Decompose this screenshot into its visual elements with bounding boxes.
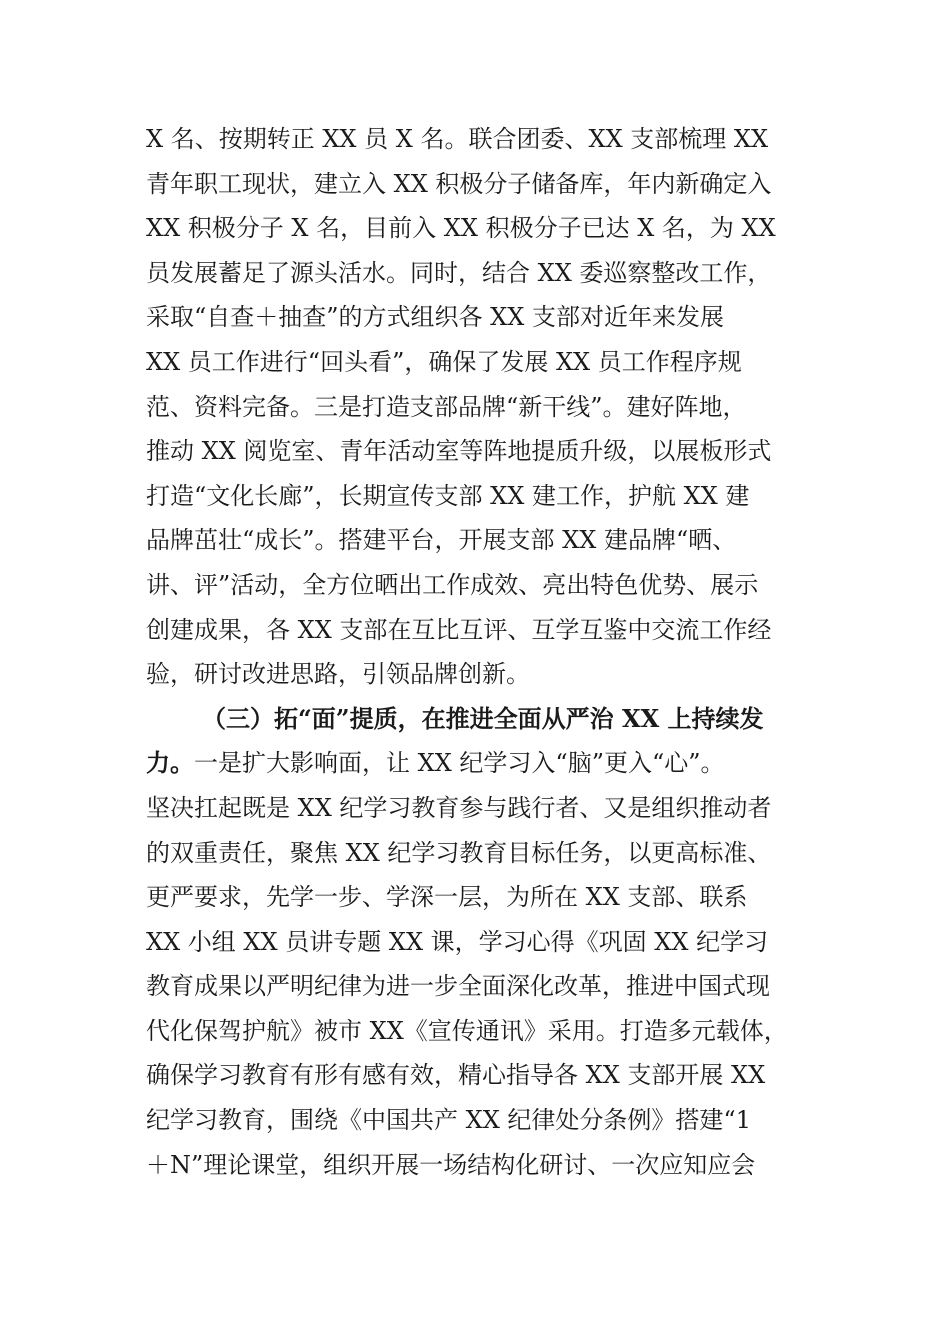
- text-line: XX 积极分子 X 名，目前入 XX 积极分子已达 X 名，为 XX: [146, 214, 776, 243]
- text-line: 打造“文化长廊”，长期宣传支部 XX 建工作，护航 XX 建: [146, 481, 750, 510]
- section-heading: （三）拓“面”提质，在推进全面从严治 XX 上持续发: [202, 703, 764, 733]
- text-line: 采取“自查＋抽查”的方式组织各 XX 支部对近年来发展: [146, 303, 724, 332]
- text-line: 验，研讨改进思路，引领品牌创新。: [146, 660, 530, 689]
- text-line: ＋N”理论课堂，组织开展一场结构化研讨、一次应知应会: [146, 1150, 756, 1179]
- text-line: 确保学习教育有形有感有效，精心指导各 XX 支部开展 XX: [146, 1061, 766, 1090]
- text-line: 讲、评”活动，全方位晒出工作成效、亮出特色优势、展示: [146, 570, 759, 599]
- body-text: [146, 117, 836, 1187]
- text-line: 更严要求，先学一步、学深一层，为所在 XX 支部、联系: [146, 883, 748, 912]
- paragraph-1: [146, 117, 836, 697]
- text-line: XX 小组 XX 员讲专题 XX 课，学习心得《巩固 XX 纪学习: [146, 927, 769, 956]
- text-line: 青年职工现状，建立入 XX 积极分子储备库，年内新确定入: [146, 169, 772, 198]
- text-line: 品牌茁壮“成长”。搭建平台，开展支部 XX 建品牌“晒、: [146, 526, 737, 555]
- text-line: 员发展蓄足了源头活水。同时，结合 XX 委巡察整改工作，: [146, 258, 772, 287]
- text-line: X 名、按期转正 XX 员 X 名。联合团委、XX 支部梳理 XX: [146, 125, 769, 153]
- text-line: 的双重责任，聚焦 XX 纪学习教育目标任务，以更高标准、: [146, 838, 772, 867]
- text-line: 代化保驾护航》被市 XX《宣传通讯》采用。打造多元载体，: [146, 1016, 788, 1045]
- text-line: XX 员工作进行“回头看”，确保了发展 XX 员工作程序规: [146, 347, 742, 376]
- text-line: 推动 XX 阅览室、青年活动室等阵地提质升级，以展板形式: [146, 437, 772, 466]
- paragraph-2: [146, 697, 836, 1188]
- text-line: 坚决扛起既是 XX 纪学习教育参与践行者、又是组织推动者: [146, 793, 772, 822]
- text-span: 一是扩大影响面，让 XX 纪学习入“脑”更入“心”。: [194, 749, 725, 778]
- text-line: 范、资料完备。三是打造支部品牌“新干线”。建好阵地，: [146, 392, 747, 421]
- text-line: [146, 741, 836, 786]
- text-line: 创建成果，各 XX 支部在互比互评、互学互鉴中交流工作经: [146, 615, 772, 644]
- section-heading-end: 力。: [146, 748, 194, 778]
- text-line: 教育成果以严明纪律为进一步全面深化改革，推进中国式现: [146, 972, 770, 1001]
- text-line: 纪学习教育，围绕《中国共产 XX 纪律处分条例》搭建“1: [146, 1106, 751, 1135]
